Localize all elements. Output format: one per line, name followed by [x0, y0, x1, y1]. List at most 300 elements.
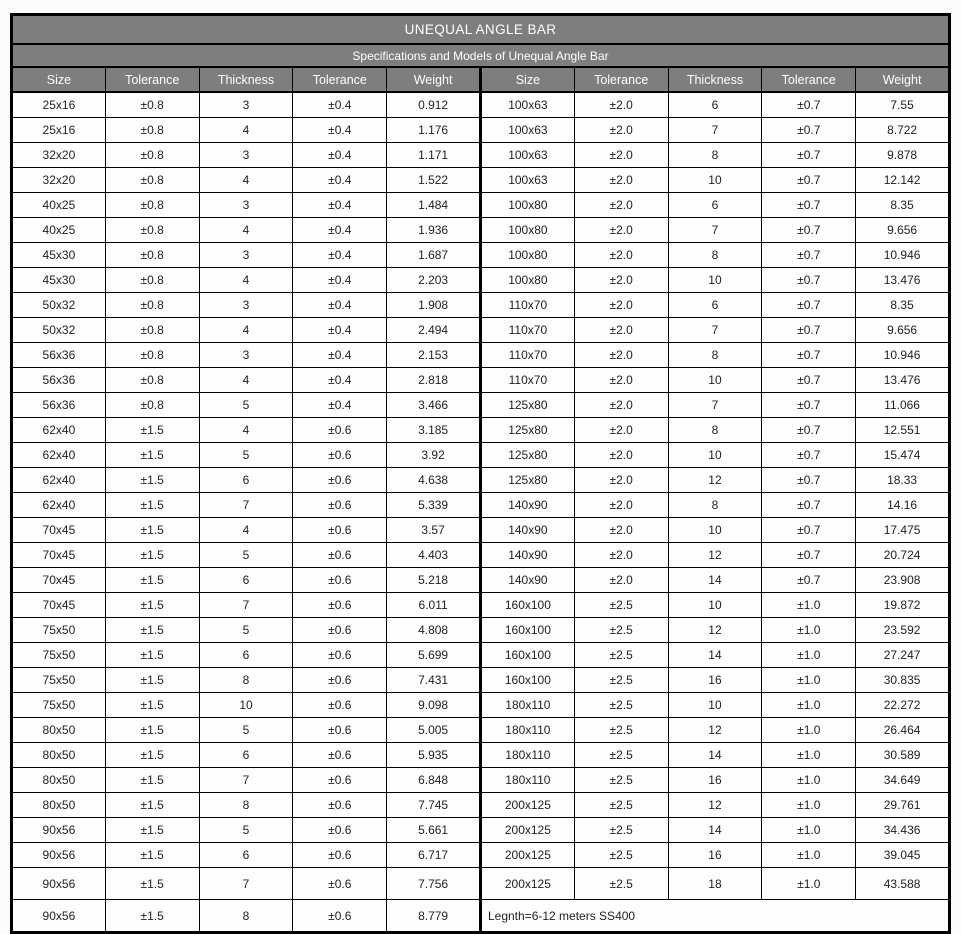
table-row: [12, 543, 950, 568]
cell: 7.756: [387, 868, 481, 900]
cell: ±1.5: [105, 818, 199, 843]
cell: 1.484: [387, 193, 481, 218]
cell: ±2.5: [574, 868, 668, 900]
table-row: [12, 518, 950, 543]
cell: ±1.5: [105, 900, 199, 933]
cell: ±0.6: [293, 668, 387, 693]
cell: 14: [668, 743, 762, 768]
cell: 6.717: [387, 843, 481, 868]
cell: ±2.5: [574, 668, 668, 693]
cell: 5.699: [387, 643, 481, 668]
cell: 6: [668, 92, 762, 118]
cell: ±2.0: [574, 193, 668, 218]
cell: 10: [668, 518, 762, 543]
cell: ±0.7: [762, 168, 856, 193]
cell: 56x36: [12, 393, 106, 418]
cell: 200x125: [480, 818, 574, 843]
cell: 5.005: [387, 718, 481, 743]
cell: ±1.0: [762, 818, 856, 843]
cell: 90x56: [12, 868, 106, 900]
cell: ±1.5: [105, 718, 199, 743]
cell: ±2.0: [574, 318, 668, 343]
cell: ±1.5: [105, 593, 199, 618]
cell: ±0.8: [105, 92, 199, 118]
table-row: [12, 900, 950, 933]
cell: ±0.8: [105, 143, 199, 168]
cell: 100x80: [480, 243, 574, 268]
cell: ±2.0: [574, 268, 668, 293]
cell: 40x25: [12, 218, 106, 243]
column-header-tolerance-right-1: Tolerance: [574, 67, 668, 92]
cell: 7: [668, 393, 762, 418]
cell: 5.218: [387, 568, 481, 593]
cell: ±1.5: [105, 793, 199, 818]
cell: ±2.0: [574, 143, 668, 168]
cell: 1.936: [387, 218, 481, 243]
cell: 7: [199, 593, 293, 618]
cell: 90x56: [12, 818, 106, 843]
cell: ±0.6: [293, 818, 387, 843]
cell: 2.494: [387, 318, 481, 343]
cell: 32x20: [12, 143, 106, 168]
cell: 15.474: [856, 443, 950, 468]
cell: ±1.5: [105, 418, 199, 443]
cell: 200x125: [480, 793, 574, 818]
cell: 8: [199, 668, 293, 693]
table-row: [12, 843, 950, 868]
cell: 100x80: [480, 193, 574, 218]
table-row: [12, 568, 950, 593]
cell: ±1.0: [762, 743, 856, 768]
column-header-weight-right: Weight: [856, 67, 950, 92]
column-header-size-left: Size: [12, 67, 106, 92]
cell: ±2.5: [574, 643, 668, 668]
cell: 100x63: [480, 143, 574, 168]
cell: 10: [199, 693, 293, 718]
cell: 12: [668, 468, 762, 493]
cell: ±2.0: [574, 92, 668, 118]
subtitle-row: [12, 44, 950, 67]
cell: 10: [668, 168, 762, 193]
cell: 125x80: [480, 418, 574, 443]
cell: 43.588: [856, 868, 950, 900]
cell: ±0.8: [105, 168, 199, 193]
cell: ±0.7: [762, 518, 856, 543]
cell: ±0.6: [293, 443, 387, 468]
cell: 22.272: [856, 693, 950, 718]
cell: ±1.5: [105, 668, 199, 693]
cell: 8: [668, 143, 762, 168]
cell: 3: [199, 343, 293, 368]
cell: 180x110: [480, 768, 574, 793]
cell: 10.946: [856, 343, 950, 368]
cell: ±2.5: [574, 768, 668, 793]
cell: ±0.7: [762, 143, 856, 168]
cell: 34.649: [856, 768, 950, 793]
cell: 2.203: [387, 268, 481, 293]
cell: ±0.4: [293, 193, 387, 218]
table-row: [12, 743, 950, 768]
title-row: [12, 15, 950, 45]
table-row: [12, 393, 950, 418]
table-subtitle: Specifications and Models of Unequal Angle Bar: [12, 44, 950, 67]
cell: 4: [199, 268, 293, 293]
cell: ±0.7: [762, 318, 856, 343]
cell: ±0.7: [762, 368, 856, 393]
table-row: [12, 193, 950, 218]
cell: 30.589: [856, 743, 950, 768]
column-header-size-right: Size: [480, 67, 574, 92]
cell: 80x50: [12, 718, 106, 743]
cell: ±2.5: [574, 743, 668, 768]
column-header-tolerance-left-2: Tolerance: [293, 67, 387, 92]
table-row: [12, 318, 950, 343]
table-row: [12, 118, 950, 143]
cell: ±1.5: [105, 518, 199, 543]
cell: 125x80: [480, 443, 574, 468]
cell: ±0.7: [762, 468, 856, 493]
cell: 160x100: [480, 668, 574, 693]
cell: ±0.8: [105, 293, 199, 318]
cell: ±1.0: [762, 693, 856, 718]
cell: 12: [668, 718, 762, 743]
cell: 70x45: [12, 593, 106, 618]
cell: ±2.0: [574, 293, 668, 318]
table-row: [12, 218, 950, 243]
cell: 80x50: [12, 743, 106, 768]
cell: 10: [668, 268, 762, 293]
cell: ±2.0: [574, 518, 668, 543]
cell: ±1.0: [762, 768, 856, 793]
cell: 62x40: [12, 493, 106, 518]
cell: 40x25: [12, 193, 106, 218]
cell: 29.761: [856, 793, 950, 818]
cell: 45x30: [12, 243, 106, 268]
cell: 11.066: [856, 393, 950, 418]
cell: 20.724: [856, 543, 950, 568]
cell: ±0.4: [293, 318, 387, 343]
cell: 7: [668, 218, 762, 243]
cell: 2.818: [387, 368, 481, 393]
cell: ±2.0: [574, 343, 668, 368]
cell: ±1.5: [105, 493, 199, 518]
table-title: UNEQUAL ANGLE BAR: [12, 15, 950, 45]
table-row: [12, 818, 950, 843]
cell: ±2.0: [574, 468, 668, 493]
cell: 125x80: [480, 468, 574, 493]
cell: ±0.6: [293, 618, 387, 643]
cell: ±1.0: [762, 643, 856, 668]
cell: 7.745: [387, 793, 481, 818]
cell: 10: [668, 443, 762, 468]
cell: ±0.6: [293, 693, 387, 718]
cell: ±2.0: [574, 443, 668, 468]
cell: ±0.6: [293, 868, 387, 900]
cell: 3: [199, 193, 293, 218]
table-row: [12, 793, 950, 818]
cell: ±1.0: [762, 618, 856, 643]
cell: ±2.0: [574, 393, 668, 418]
cell: ±2.0: [574, 368, 668, 393]
cell: 140x90: [480, 543, 574, 568]
cell: ±0.7: [762, 193, 856, 218]
cell: ±1.5: [105, 468, 199, 493]
cell: 5.339: [387, 493, 481, 518]
cell: 7: [199, 768, 293, 793]
cell: ±0.6: [293, 543, 387, 568]
cell: ±0.7: [762, 92, 856, 118]
cell: 12: [668, 793, 762, 818]
cell: ±1.0: [762, 593, 856, 618]
table-row: [12, 468, 950, 493]
cell: 8.722: [856, 118, 950, 143]
cell: ±0.6: [293, 793, 387, 818]
cell: 6: [199, 568, 293, 593]
cell: 5: [199, 393, 293, 418]
cell: 16: [668, 768, 762, 793]
table-row: [12, 618, 950, 643]
cell: 7: [668, 318, 762, 343]
cell: 12.551: [856, 418, 950, 443]
length-note: Legnth=6-12 meters SS400: [480, 900, 949, 933]
cell: 8.779: [387, 900, 481, 933]
cell: 4: [199, 518, 293, 543]
table-row: [12, 143, 950, 168]
cell: ±1.0: [762, 668, 856, 693]
cell: 8: [199, 793, 293, 818]
cell: 140x90: [480, 493, 574, 518]
cell: 70x45: [12, 568, 106, 593]
table-row: [12, 418, 950, 443]
cell: ±1.0: [762, 718, 856, 743]
cell: 8.35: [856, 293, 950, 318]
cell: ±2.5: [574, 718, 668, 743]
cell: 4.638: [387, 468, 481, 493]
cell: ±0.6: [293, 718, 387, 743]
cell: ±1.5: [105, 543, 199, 568]
cell: ±2.0: [574, 418, 668, 443]
cell: ±0.8: [105, 118, 199, 143]
cell: ±0.6: [293, 768, 387, 793]
cell: 26.464: [856, 718, 950, 743]
cell: 7.431: [387, 668, 481, 693]
cell: ±0.7: [762, 543, 856, 568]
table-row: [12, 293, 950, 318]
cell: ±0.6: [293, 568, 387, 593]
cell: ±1.5: [105, 443, 199, 468]
cell: ±0.6: [293, 900, 387, 933]
table-row: [12, 343, 950, 368]
cell: 110x70: [480, 368, 574, 393]
cell: ±0.7: [762, 393, 856, 418]
cell: 14: [668, 643, 762, 668]
cell: 3: [199, 293, 293, 318]
cell: 8: [668, 343, 762, 368]
cell: ±0.8: [105, 243, 199, 268]
cell: 4.808: [387, 618, 481, 643]
cell: ±0.8: [105, 218, 199, 243]
cell: ±0.4: [293, 243, 387, 268]
cell: 1.687: [387, 243, 481, 268]
table-row: [12, 92, 950, 118]
cell: 9.878: [856, 143, 950, 168]
cell: ±1.5: [105, 568, 199, 593]
cell: ±2.0: [574, 543, 668, 568]
cell: ±0.6: [293, 593, 387, 618]
cell: 100x80: [480, 218, 574, 243]
cell: ±0.4: [293, 343, 387, 368]
cell: ±0.8: [105, 393, 199, 418]
column-header-row: [12, 67, 950, 92]
cell: 7: [668, 118, 762, 143]
column-header-thickness-left: Thickness: [199, 67, 293, 92]
cell: 19.872: [856, 593, 950, 618]
cell: 125x80: [480, 393, 574, 418]
cell: 180x110: [480, 693, 574, 718]
table-row: [12, 643, 950, 668]
cell: 6: [199, 643, 293, 668]
cell: 13.476: [856, 368, 950, 393]
cell: 23.592: [856, 618, 950, 643]
unequal-angle-bar-table: [10, 13, 951, 934]
cell: 9.098: [387, 693, 481, 718]
cell: 0.912: [387, 92, 481, 118]
cell: ±0.7: [762, 343, 856, 368]
cell: 70x45: [12, 518, 106, 543]
cell: ±0.6: [293, 643, 387, 668]
cell: ±0.4: [293, 368, 387, 393]
cell: ±0.4: [293, 393, 387, 418]
cell: 160x100: [480, 593, 574, 618]
table-row: [12, 443, 950, 468]
cell: 6: [199, 743, 293, 768]
cell: 4: [199, 218, 293, 243]
cell: 56x36: [12, 368, 106, 393]
cell: 4.403: [387, 543, 481, 568]
cell: ±0.6: [293, 468, 387, 493]
cell: ±0.8: [105, 268, 199, 293]
column-header-thickness-right: Thickness: [668, 67, 762, 92]
cell: 200x125: [480, 868, 574, 900]
cell: 14: [668, 818, 762, 843]
cell: ±2.5: [574, 593, 668, 618]
cell: 10: [668, 693, 762, 718]
cell: 32x20: [12, 168, 106, 193]
cell: ±0.7: [762, 418, 856, 443]
table-row: [12, 693, 950, 718]
cell: 4: [199, 118, 293, 143]
cell: 1.908: [387, 293, 481, 318]
cell: 16: [668, 843, 762, 868]
cell: 16: [668, 668, 762, 693]
cell: 4: [199, 168, 293, 193]
cell: 140x90: [480, 568, 574, 593]
cell: 10: [668, 593, 762, 618]
cell: ±0.8: [105, 343, 199, 368]
cell: 12: [668, 618, 762, 643]
table-row: [12, 768, 950, 793]
cell: 14.16: [856, 493, 950, 518]
cell: 56x36: [12, 343, 106, 368]
cell: ±0.7: [762, 218, 856, 243]
cell: 75x50: [12, 693, 106, 718]
cell: 34.436: [856, 818, 950, 843]
cell: 12: [668, 543, 762, 568]
cell: ±0.4: [293, 218, 387, 243]
cell: 100x63: [480, 168, 574, 193]
cell: 10: [668, 368, 762, 393]
cell: 3.185: [387, 418, 481, 443]
cell: ±2.0: [574, 568, 668, 593]
cell: 90x56: [12, 843, 106, 868]
column-header-tolerance-left-1: Tolerance: [105, 67, 199, 92]
table-row: [12, 168, 950, 193]
cell: ±0.7: [762, 243, 856, 268]
table-row: [12, 718, 950, 743]
cell: 8: [668, 493, 762, 518]
cell: ±2.0: [574, 118, 668, 143]
cell: 5.661: [387, 818, 481, 843]
cell: 140x90: [480, 518, 574, 543]
cell: 5.935: [387, 743, 481, 768]
cell: 62x40: [12, 443, 106, 468]
cell: 13.476: [856, 268, 950, 293]
cell: 4: [199, 318, 293, 343]
spec-table-body: [12, 92, 950, 933]
cell: ±2.5: [574, 818, 668, 843]
cell: 160x100: [480, 618, 574, 643]
cell: 50x32: [12, 318, 106, 343]
cell: ±0.8: [105, 318, 199, 343]
cell: ±0.6: [293, 418, 387, 443]
cell: 23.908: [856, 568, 950, 593]
cell: 100x63: [480, 118, 574, 143]
cell: 5: [199, 718, 293, 743]
cell: 6.848: [387, 768, 481, 793]
cell: 6: [199, 468, 293, 493]
cell: ±2.5: [574, 793, 668, 818]
cell: 180x110: [480, 743, 574, 768]
cell: 180x110: [480, 718, 574, 743]
cell: 3.466: [387, 393, 481, 418]
cell: 2.153: [387, 343, 481, 368]
table-row: [12, 493, 950, 518]
cell: 110x70: [480, 318, 574, 343]
cell: ±2.5: [574, 618, 668, 643]
cell: 8: [668, 243, 762, 268]
cell: 7: [199, 868, 293, 900]
cell: 5: [199, 443, 293, 468]
cell: ±2.0: [574, 493, 668, 518]
cell: ±2.0: [574, 243, 668, 268]
cell: ±1.0: [762, 843, 856, 868]
cell: 6: [668, 293, 762, 318]
cell: ±0.4: [293, 92, 387, 118]
cell: 3: [199, 243, 293, 268]
cell: ±2.5: [574, 843, 668, 868]
table-row: [12, 368, 950, 393]
cell: 110x70: [480, 343, 574, 368]
table-row: [12, 243, 950, 268]
cell: ±0.7: [762, 293, 856, 318]
cell: 75x50: [12, 618, 106, 643]
cell: 90x56: [12, 900, 106, 933]
cell: 1.176: [387, 118, 481, 143]
cell: 75x50: [12, 643, 106, 668]
cell: 200x125: [480, 843, 574, 868]
cell: 6: [668, 193, 762, 218]
cell: 3.92: [387, 443, 481, 468]
